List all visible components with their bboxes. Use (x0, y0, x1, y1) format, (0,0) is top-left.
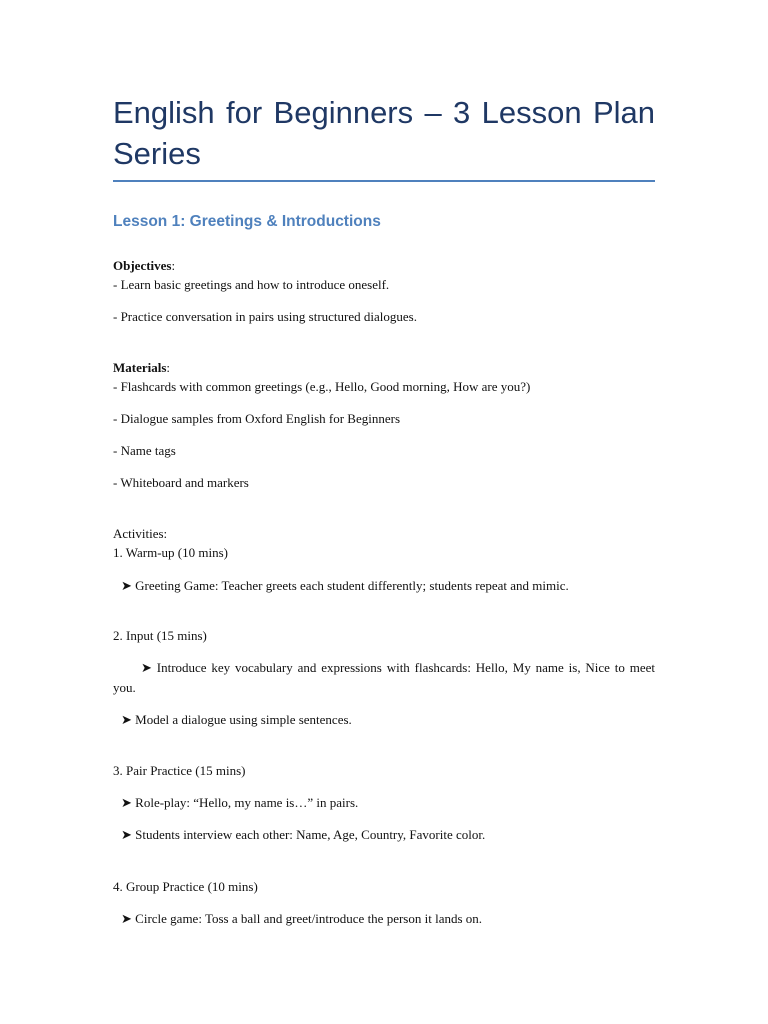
activity-title: 3. Pair Practice (15 mins) (113, 763, 246, 778)
activities-label: Activities: (113, 526, 168, 541)
activity-title: 4. Group Practice (10 mins) (113, 879, 258, 894)
materials-label: Materials (113, 360, 167, 375)
lesson-heading: Lesson 1: Greetings & Introductions (113, 213, 381, 230)
document-page (113, 0, 655, 1024)
activity-title: 1. Warm-up (10 mins) (113, 545, 228, 560)
activity-step-text: Model a dialogue using simple sentences. (135, 712, 352, 727)
activity-step (113, 576, 663, 596)
activity-step (113, 658, 655, 698)
material-item: - Name tags (113, 443, 176, 458)
materials-label-line (113, 358, 655, 378)
activity-step (113, 793, 663, 813)
activity-step-text: Role-play: “Hello, my name is…” in pairs. (135, 795, 359, 810)
activity-step-text: Introduce key vocabulary and expressions with flashcards: Hello, My name is, Nice to meet you. (113, 660, 655, 695)
material-item: - Flashcards with common greetings (e.g., Hello, Good morning, How are you?) (113, 379, 531, 394)
material-item: - Dialogue samples from Oxford English for Beginners (113, 411, 401, 426)
activity-title: 2. Input (15 mins) (113, 628, 207, 643)
title-underline (113, 180, 655, 182)
activity-step (113, 825, 663, 845)
activity-step (113, 710, 663, 730)
activity-step-text: Circle game: Toss a ball and greet/introduce the person it lands on. (135, 911, 483, 926)
activity-step-text: Greeting Game: Teacher greets each student differently; students repeat and mimic. (135, 578, 569, 593)
activity-step-text: Students interview each other: Name, Age, Country, Favorite color. (135, 827, 486, 842)
objective-item: - Learn basic greetings and how to introduce oneself. (113, 277, 390, 292)
objectives-label-line (113, 256, 655, 276)
arrow-bullet-icon: ➤ (121, 795, 132, 810)
material-item: - Whiteboard and markers (113, 475, 249, 490)
objective-item: - Practice conversation in pairs using structured dialogues. (113, 309, 417, 324)
document-title: English for Beginners – 3 Lesson Plan Series (113, 95, 655, 171)
objectives-label: Objectives (113, 258, 172, 273)
arrow-bullet-icon: ➤ (121, 712, 132, 727)
arrow-bullet-icon: ➤ (141, 660, 152, 675)
objectives-colon: : (171, 258, 176, 273)
arrow-bullet-icon: ➤ (121, 827, 132, 842)
activity-step (113, 909, 663, 929)
materials-colon: : (166, 360, 171, 375)
arrow-bullet-icon: ➤ (121, 911, 132, 926)
arrow-bullet-icon: ➤ (121, 578, 132, 593)
